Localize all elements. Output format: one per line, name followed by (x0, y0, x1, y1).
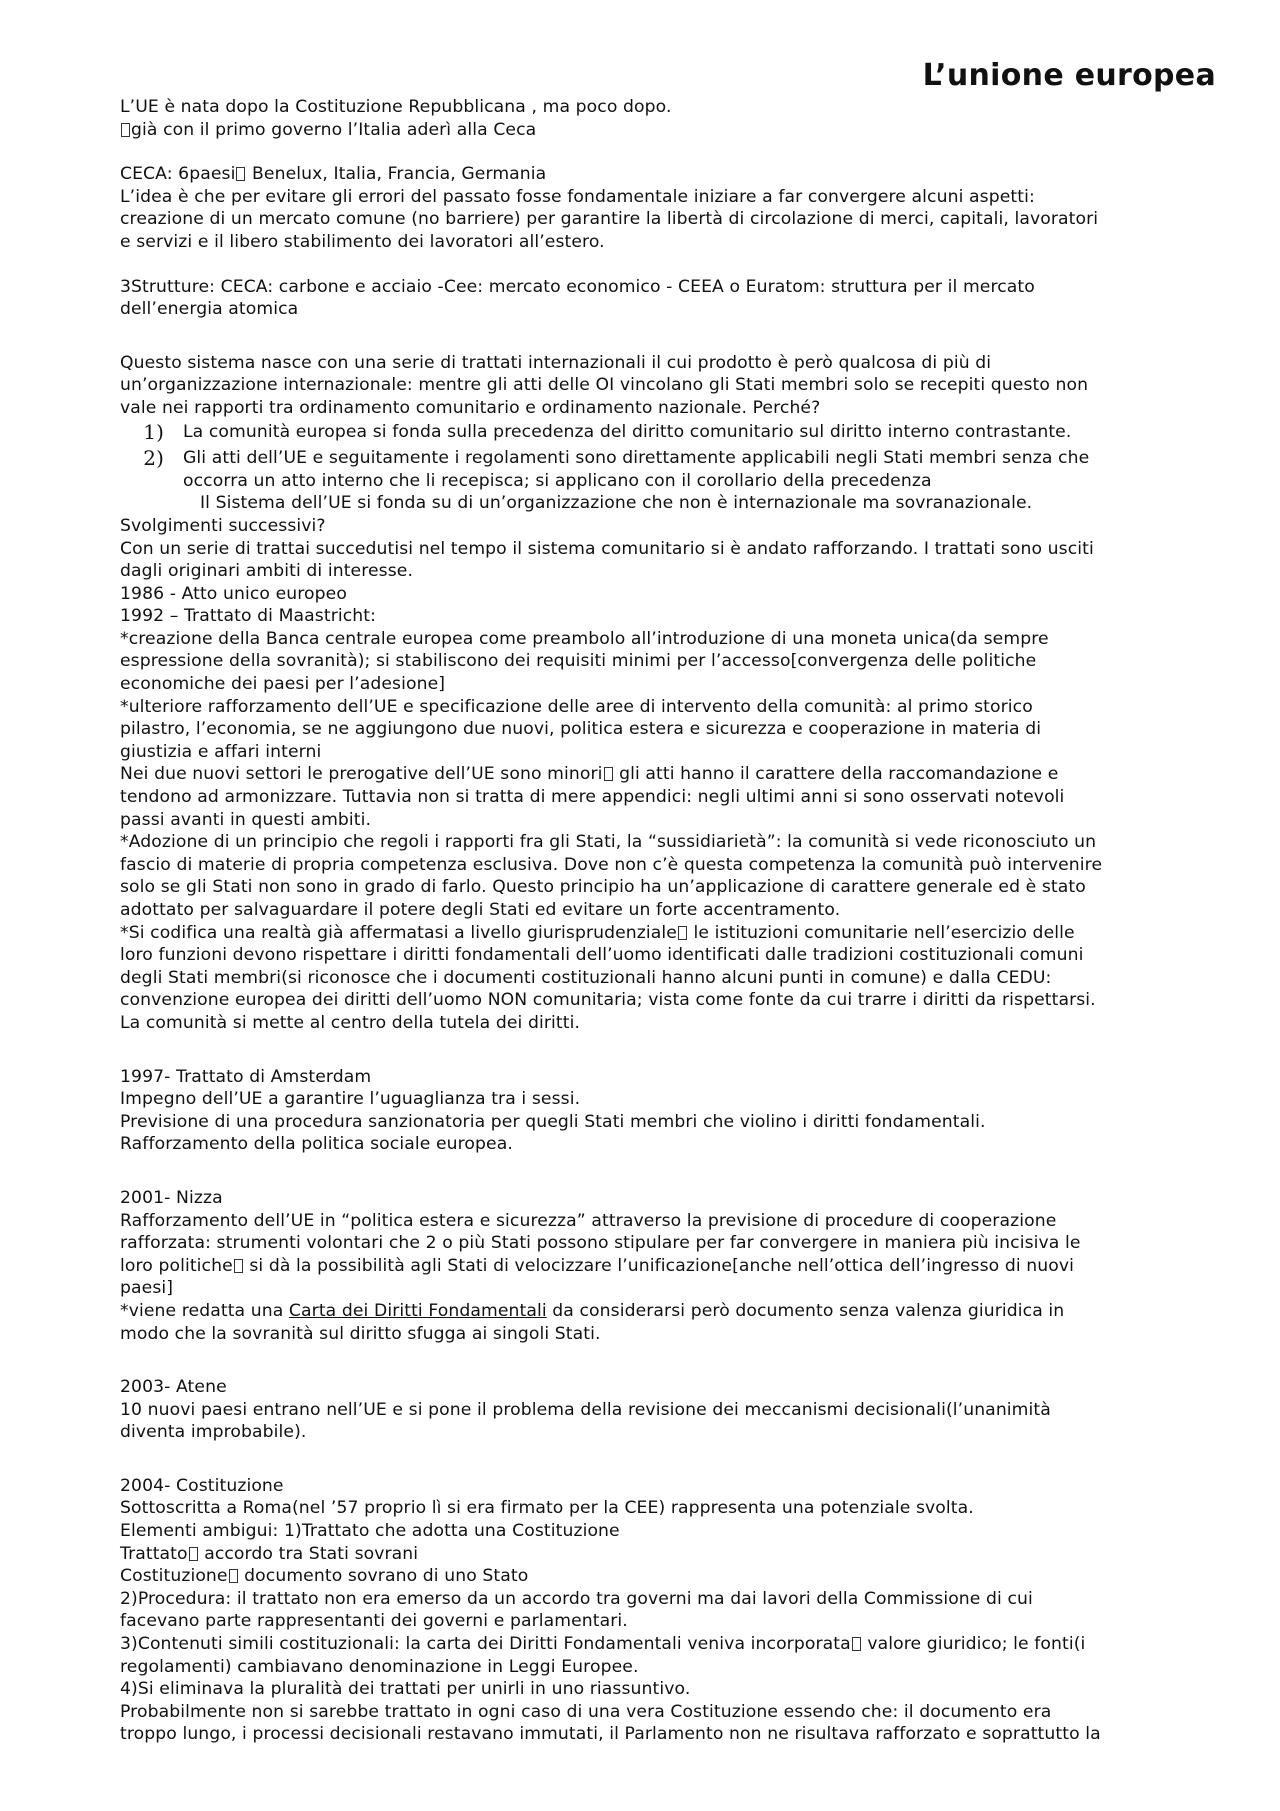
text-line: loro politiche si dà la possibilità agli Stati di velocizzare l’unificazione[anche nell’ottica dell’ingresso di nuovi (120, 1255, 1075, 1276)
document-title: L’unione europea (922, 58, 1216, 93)
arrow-glyph-icon (234, 1259, 243, 1273)
text-line: adottato per salvaguardare il potere degli Stati ed evitare un forte accentramento. (120, 900, 841, 920)
text-line: creazione di un mercato comune (no barriere) per garantire la libertà di circolazione di merci, capitali, lavoratori (120, 209, 1099, 230)
text-line: Svolgimenti successivi? (120, 515, 326, 536)
spacer (120, 1178, 1225, 1187)
list-item (120, 447, 1225, 492)
text-line: Il Sistema dell’UE si fonda su di un’organizzazione che non è internazionale ma sovranazionale. (200, 493, 1033, 514)
text-line: troppo lungo, i processi decisionali restavano immutati, il Parlamento non ne risultava rafforzato e soprattutto la (120, 1724, 1101, 1745)
text-line: vale nei rapporti tra ordinamento comunitario e ordinamento nazionale. Perché? (120, 397, 821, 418)
text-line: Previsione di una procedura sanzionatoria per quegli Stati membri che violino i diritti fondamentali. (120, 1111, 986, 1132)
text-line: già con il primo governo l’Italia aderì alla Ceca (120, 119, 1225, 142)
text-line: diventa improbabile). (120, 1422, 307, 1443)
section-heading: 2004- Costituzione (120, 1475, 284, 1496)
list-number: 2) (143, 446, 164, 471)
spacer (120, 1035, 1225, 1057)
arrow-glyph-icon (189, 1547, 198, 1561)
text-line: 10 nuovi paesi entrano nell’UE e si pone il problema della revisione dei meccanismi decisionali(l’unanimità (120, 1399, 1051, 1420)
text-line: rafforzata: strumenti volontari che 2 o più Stati possono stipulare per far convergere in maniera più incisiva le (120, 1233, 1081, 1254)
spacer (120, 321, 1225, 343)
text-line: pilastro, l’economia, se ne aggiungono due nuovi, politica estera e sicurezza e cooperazione in materia di (120, 719, 1042, 740)
text-line: 2)Procedura: il trattato non era emerso da un accordo tra governi ma dai lavori della Commissione di cui (120, 1588, 1033, 1609)
text-line: 1992 – Trattato di Maastricht: (120, 606, 377, 627)
text-line: Gli atti dell’UE e seguitamente i regolamenti sono direttamente applicabili negli Stati membri senza che (183, 448, 1090, 469)
text-line: degli Stati membri(si riconosce che i documenti costituzionali hanno alcuni punti in comune) e dalla CEDU: (120, 967, 1052, 988)
spacer (120, 1466, 1225, 1475)
text-line: La comunità europea si fonda sulla precedenza del diritto comunitario sul diritto interno contrastante. (183, 421, 1072, 442)
text-line: e servizi e il libero stabilimento dei lavoratori all’estero. (120, 231, 605, 252)
arrow-glyph-icon (678, 926, 687, 940)
text-line: Costituzione documento sovrano di uno Stato (120, 1566, 529, 1587)
text-line: economiche dei paesi per l’adesione] (120, 674, 446, 695)
text-line: Nei due nuovi settori le prerogative dell’UE sono minori gli atti hanno il carattere della raccomandazione e (120, 764, 1059, 785)
spacer (120, 1345, 1225, 1367)
arrow-glyph-icon (229, 1569, 238, 1583)
text-line: loro funzioni devono rispettare i diritti fondamentali dell’uomo identificati dalle tradizioni costituzionali comuni (120, 945, 1084, 966)
text-line: modo che la sovranità sul diritto sfugga ai singoli Stati. (120, 1323, 601, 1344)
text-line: 3Strutture: CECA: carbone e acciaio -Cee: mercato economico - CEEA o Euratom: struttura per il mercato (120, 276, 1035, 297)
text-line: *ulteriore rafforzamento dell’UE e specificazione delle aree di intervento della comunità: al primo storico (120, 696, 1033, 717)
text-line: *Si codifica una realtà già affermatasi a livello giurisprudenziale le istituzioni comunitarie nell’esercizio delle (120, 922, 1075, 943)
text-line: passi avanti in questi ambiti. (120, 809, 372, 830)
text-line: Rafforzamento della politica sociale europea. (120, 1134, 513, 1155)
section-heading: 2003- Atene (120, 1377, 227, 1398)
spacer (120, 1444, 1225, 1466)
text-line: *creazione della Banca centrale europea come preambolo all’introduzione di una moneta unica(da sempre (120, 628, 1049, 649)
text-line: convenzione europea dei diritti dell’uomo NON comunitaria; vista come fonte da cui trarre i diritti da rispettarsi. (120, 990, 1096, 1011)
text-line: Probabilmente non si sarebbe trattato in ogni caso di una vera Costituzione essendo che: il documento era (120, 1701, 1052, 1722)
text-line: tendono ad armonizzare. Tuttavia non si tratta di mere appendici: negli ultimi anni si sono osservati notevoli (120, 787, 1065, 808)
text-line: La comunità si mette al centro della tutela dei diritti. (120, 1012, 581, 1033)
spacer (120, 1057, 1225, 1066)
text-line: 3)Contenuti simili costituzionali: la carta dei Diritti Fondamentali veniva incorporata valore giuridico; le fonti(i (120, 1634, 1086, 1655)
text-line: Rafforzamento dell’UE in “politica estera e sicurezza” attraverso la previsione di procedure di cooperazione (120, 1210, 1057, 1231)
spacer (120, 1367, 1225, 1376)
text-line: fascio di materie di propria competenza esclusiva. Dove non c’è questa competenza la comunità può intervenire (120, 854, 1103, 875)
text-line: 1986 - Atto unico europeo (120, 583, 347, 604)
spacer (120, 343, 1225, 352)
section-heading: 2001- Nizza (120, 1187, 223, 1208)
text-line: dagli originari ambiti di interesse. (120, 561, 414, 582)
text-line: L’idea è che per evitare gli errori del passato fosse fondamentale iniziare a far convergere alcuni aspetti: (120, 186, 1035, 207)
text-line: 4)Si eliminava la pluralità dei trattati per unirli in uno riassuntivo. (120, 1679, 691, 1700)
spacer (120, 1156, 1225, 1178)
text-line: *Adozione di un principio che regoli i rapporti fra gli Stati, la “sussidiarietà”: la comunità si vede riconosciuto un (120, 832, 1097, 853)
text-line: Trattato accordo tra Stati sovrani (120, 1543, 419, 1564)
list-number: 1) (143, 419, 164, 444)
text-line: Elementi ambigui: 1)Trattato che adotta una Costituzione (120, 1521, 620, 1542)
text-line: un’organizzazione internazionale: mentre gli atti delle OI vincolano gli Stati membri solo se recepiti questo non (120, 375, 1089, 396)
text-line: Questo sistema nasce con una serie di trattati internazionali il cui prodotto è però qualcosa di più di (120, 352, 992, 373)
spacer (120, 254, 1225, 276)
carta-diritti-link[interactable]: Carta dei Diritti Fondamentali (288, 1300, 547, 1321)
text-line: occorra un atto interno che li recepisca; si applicano con il corollario della precedenza (183, 470, 932, 491)
arrow-glyph-icon (121, 123, 130, 137)
spacer (120, 141, 1225, 163)
section-heading: 1997- Trattato di Amsterdam (120, 1066, 372, 1087)
document-body (120, 96, 1225, 1746)
text-line: Impegno dell’UE a garantire l’uguaglianza tra i sessi. (120, 1089, 581, 1110)
text-line: solo se gli Stati non sono in grado di farlo. Questo principio ha un’applicazione di carattere generale ed è stato (120, 877, 1086, 898)
text-line: Sottoscritta a Roma(nel ’57 proprio lì si era firmato per la CEE) rappresenta una potenziale svolta. (120, 1498, 974, 1519)
text-line: Con un serie di trattai succedutisi nel tempo il sistema comunitario si è andato rafforzando. I trattati sono usciti (120, 538, 1094, 559)
text-line: dell’energia atomica (120, 299, 299, 320)
list-item (120, 421, 1225, 444)
text-line: CECA: 6paesi Benelux, Italia, Francia, Germania (120, 164, 547, 185)
text-line: facevano parte rappresentanti dei governi e parlamentari. (120, 1611, 628, 1632)
text-line: regolamenti) cambiavano denominazione in Leggi Europee. (120, 1656, 639, 1677)
text-line: L’UE è nata dopo la Costituzione Repubblicana , ma poco dopo. (120, 97, 672, 117)
text-line: giustizia e affari interni (120, 741, 322, 762)
text-line: espressione della sovranità); si stabiliscono dei requisiti minimi per l’accesso[convergenza delle politiche (120, 651, 1037, 672)
arrow-glyph-icon (604, 767, 613, 781)
text-line: *viene redatta una Carta dei Diritti Fondamentali da considerarsi però documento senza valenza giuridica in (120, 1300, 1065, 1321)
numbered-list (120, 421, 1225, 493)
arrow-glyph-icon (236, 167, 245, 181)
arrow-glyph-icon (852, 1637, 861, 1651)
text-line: paesi] (120, 1278, 174, 1299)
